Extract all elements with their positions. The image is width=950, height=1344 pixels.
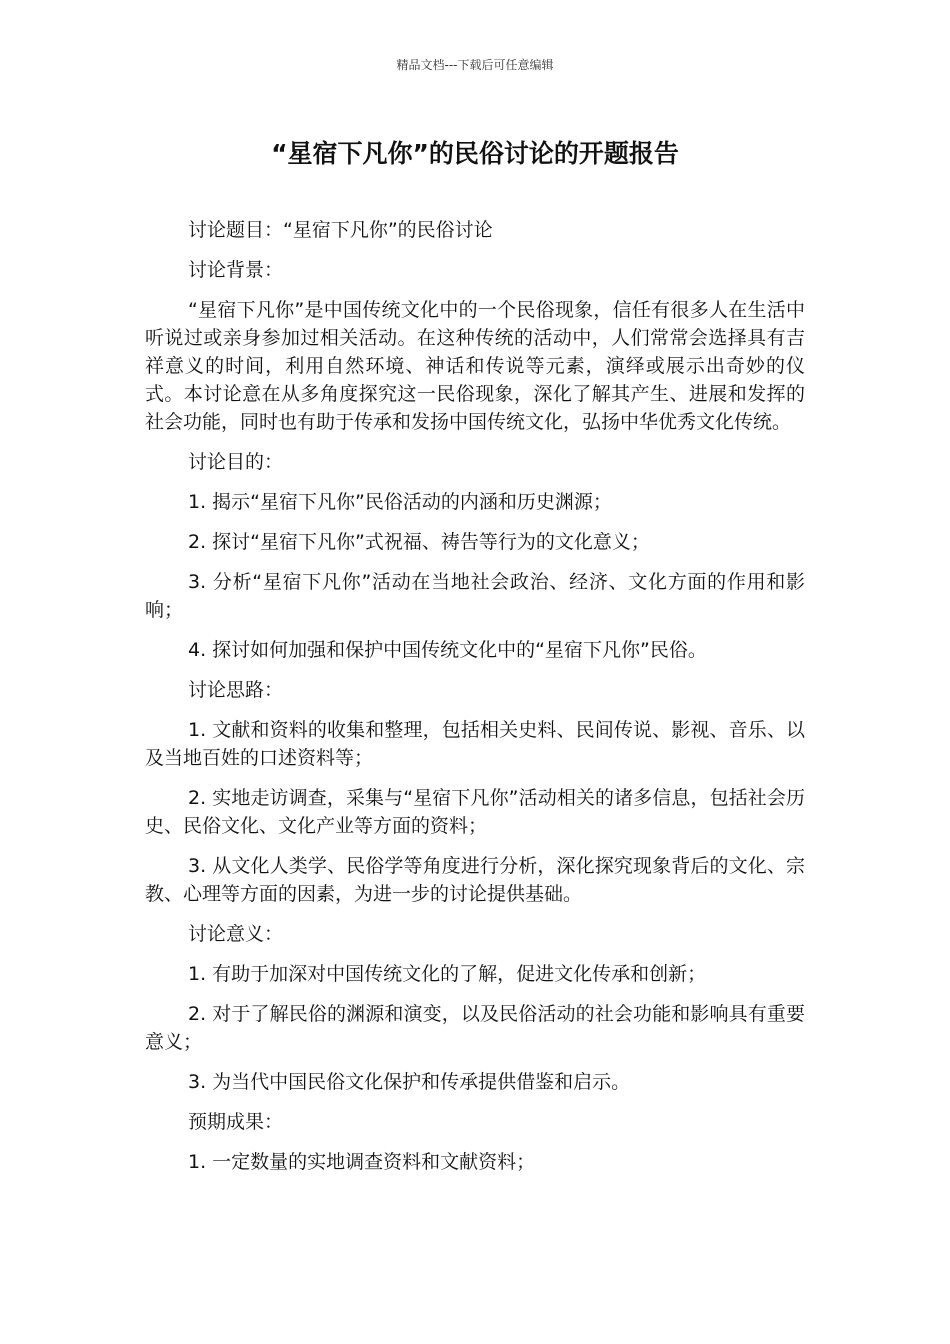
outcomes-heading: 预期成果： bbox=[188, 1111, 284, 1133]
approach-heading: 讨论思路： bbox=[188, 679, 284, 701]
approach-item: 2. 实地走访调查，采集与“星宿下凡你”活动相关的诸多信息，包括社会历史、民俗文化、文化产业等方面的资料； bbox=[145, 787, 805, 837]
background-paragraph: “星宿下凡你”是中国传统文化中的一个民俗现象，信任有很多人在生活中听说过或亲身参加过相关活动。在这种传统的活动中，人们常常会选择具有吉祥意义的时间，利用自然环境、神话和传说等元素，演绎或展示出奇妙的仪式。本讨论意在从多角度探究这一民俗现象，深化了解其产生、进展和发挥的社会功能，同时也有助于传承和发扬中国传统文化，弘扬中华优秀文化传统。 bbox=[145, 299, 805, 433]
outcomes-item: 1. 一定数量的实地调查资料和文献资料； bbox=[188, 1151, 536, 1173]
purpose-item: 4. 探讨如何加强和保护中国传统文化中的“星宿下凡你”民俗。 bbox=[188, 639, 707, 661]
purpose-item: 1. 揭示“星宿下凡你”民俗活动的内涵和历史渊源； bbox=[188, 491, 612, 513]
significance-heading: 讨论意义： bbox=[188, 923, 284, 945]
approach-item: 3. 从文化人类学、民俗学等角度进行分析，深化探究现象背后的文化、宗教、心理等方面的因素，为进一步的讨论提供基础。 bbox=[145, 855, 805, 905]
topic-line: 讨论题目：“星宿下凡你”的民俗讨论 bbox=[188, 219, 493, 241]
significance-item: 3. 为当代中国民俗文化保护和传承提供借鉴和启示。 bbox=[188, 1071, 631, 1093]
background-heading: 讨论背景： bbox=[188, 259, 284, 281]
header-note: 精品文档---下载后可任意编辑 bbox=[396, 58, 554, 72]
purpose-item: 2. 探讨“星宿下凡你”式祝福、祷告等行为的文化意义； bbox=[188, 531, 650, 553]
purpose-item: 3. 分析“星宿下凡你”活动在当地社会政治、经济、文化方面的作用和影响； bbox=[145, 571, 805, 621]
significance-item: 1. 有助于加深对中国传统文化的了解，促进文化传承和创新； bbox=[188, 963, 707, 985]
document-body bbox=[145, 216, 805, 1188]
approach-item: 1. 文献和资料的收集和整理，包括相关史料、民间传说、影视、音乐、以及当地百姓的口述资料等； bbox=[145, 719, 805, 769]
document-title: “星宿下凡你”的民俗讨论的开题报告 bbox=[271, 139, 679, 168]
significance-item: 2. 对于了解民俗的渊源和演变，以及民俗活动的社会功能和影响具有重要意义； bbox=[145, 1003, 805, 1053]
purpose-heading: 讨论目的： bbox=[188, 451, 284, 473]
